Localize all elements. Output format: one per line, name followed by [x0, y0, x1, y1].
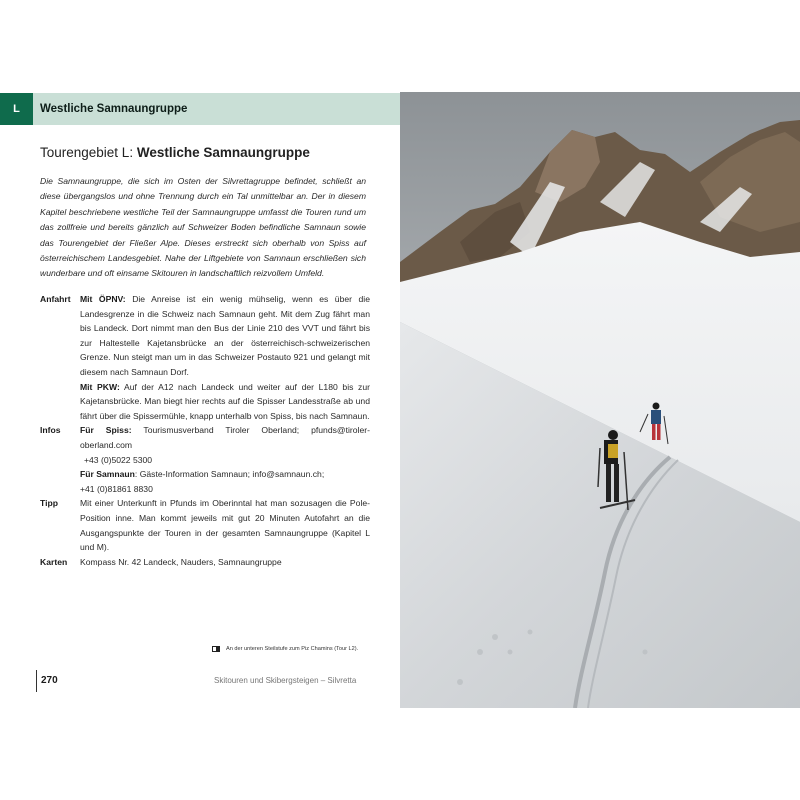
samnaun-text: : Gäste-Information Samnaun; info@samnaun.ch;: [134, 469, 325, 480]
fact-row-infos: [40, 423, 370, 496]
fact-label: Anfahrt: [40, 294, 71, 304]
fact-row-anfahrt: [40, 292, 370, 423]
footer-rule: [36, 670, 37, 692]
oepnv-label: Mit ÖPNV:: [80, 294, 126, 304]
page-number: 270: [41, 675, 58, 686]
pkw-text: Auf der A12 nach Landeck und weiter auf der L180 bis zur Kajetansbrücke. Man biegt hier rechts auf die Spisser Landesstraße ab und fährt über die Spissermühle, knapp unterhalb von Spiss, bis nach Samnaun.: [80, 381, 370, 421]
fact-row-karten: [40, 555, 370, 570]
caption-text: An der unteren Steilstufe zum Piz Chamins (Tour L2).: [226, 646, 359, 652]
spiss-label: Für Spiss:: [80, 425, 132, 436]
fact-label: Infos: [40, 425, 61, 436]
fact-value: [80, 292, 370, 423]
samnaun-phone: +41 (0)81861 8830: [80, 483, 153, 494]
fact-value: Mit einer Unterkunft in Pfunds im Oberinntal hat man sozusagen die Pole-Position inne. Man kommt jeweils mit gut 20 Minuten Autofahrt an die Ausgangspunkte der Touren in der gesamten Samnaungruppe (Kapitel L und M).: [80, 498, 370, 553]
fact-row-tipp: [40, 496, 370, 554]
intro-paragraph: Die Samnaungruppe, die sich im Osten der Silvrettagruppe befindet, schließt an diese übergangslos und ohne Trennung durch ein Tal unmittelbar an. Der in diesem Kapitel beschriebene westliche Teil der Samnaungruppe umfasst die Touren rund um das zollfreie und bereits gänzlich auf Schweizer Boden befindliche Samnaun sowie das Tourengebiet der Fließer Alpe. Dieses erstreckt sich oberhalb von Spiss auf österreichischem Landesgebiet. Nahe der Liftgebiete von Samnaun erschließen sich wunderbare und oft einsame Skitouren in landschaftlich reizvollem Umfeld.: [40, 176, 366, 279]
photo-position-icon: [212, 646, 220, 652]
pkw-label: Mit PKW:: [80, 381, 120, 392]
fact-label: Karten: [40, 556, 68, 567]
facts-list: [40, 292, 370, 569]
section-heading-name: Westliche Samnaungruppe: [136, 145, 310, 160]
chapter-title: Westliche Samnaungruppe: [40, 103, 188, 115]
spiss-phone: +43 (0)5022 5300: [84, 454, 153, 465]
fact-label: Tipp: [40, 498, 58, 509]
section-heading: [40, 145, 310, 160]
chapter-header-band: [0, 93, 400, 125]
fact-value: Kompass Nr. 42 Landeck, Nauders, Samnaungruppe: [80, 556, 282, 567]
oepnv-text: Die Anreise ist ein wenig mühselig, wenn es über die Landesgrenze in die Schweiz nach Samnaun geht. Mit dem Zug fährt man bis Landeck. Dort nimmt man den Bus der Linie 210 des VVT und fährt bis zur Haltestelle Kajetansbrücke an der österreichisch-schweizerischen Grenze. Nun steigt man um in das Schweizer Postauto 921 und gelangt mit diesem nach Samnaun Dorf.: [80, 294, 370, 377]
photo-caption: [212, 646, 358, 652]
fact-value: [80, 423, 370, 496]
section-heading-prefix: Tourengebiet L:: [40, 145, 137, 160]
running-title: Skitouren und Skibergsteigen – Silvretta: [214, 676, 357, 685]
samnaun-label: Für Samnaun: [80, 469, 135, 480]
spiss-text: Tourismusverband Tiroler Oberland; pfunds@tiroler-oberland.com: [80, 425, 370, 450]
ski-touring-photo: [400, 92, 800, 708]
chapter-letter: L: [0, 93, 33, 125]
